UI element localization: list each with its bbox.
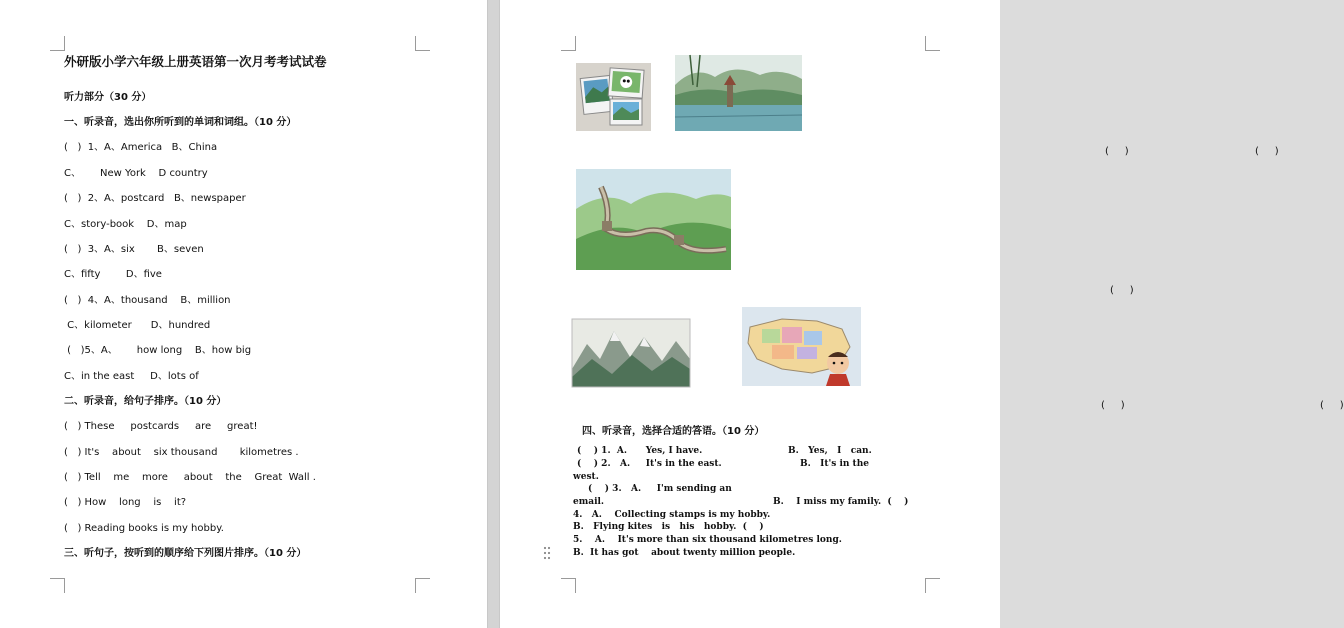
question-line: ( ) 1、A、America B、China <box>64 142 218 153</box>
great-wall-picture <box>576 169 731 270</box>
question-line: C、fifty D、five <box>64 269 162 280</box>
answer-blank[interactable]: ( ) <box>1110 285 1134 296</box>
corner-mark <box>415 36 430 51</box>
choice-line: 4. A. Collecting stamps is my hobby. <box>573 510 771 520</box>
question-line: C、kilometer D、hundred <box>64 320 211 331</box>
corner-mark <box>415 578 430 593</box>
question-line: ( )5、A、 how long B、how big <box>64 345 252 356</box>
question-line: C、in the east D、lots of <box>64 371 199 382</box>
choice-line: west. <box>573 472 599 482</box>
corner-mark <box>50 36 65 51</box>
question-line: C、 New York D country <box>64 168 208 179</box>
choice-line: email. <box>573 497 605 507</box>
drag-handle-icon[interactable] <box>543 545 551 559</box>
choice-line: ( ) 2. A. It's in the east. <box>577 459 722 469</box>
exam-title: 外研版小学六年级上册英语第一次月考考试试卷 <box>64 54 327 69</box>
answer-blank[interactable]: ( ) <box>1105 146 1129 157</box>
answer-blank[interactable]: ( ) <box>1320 400 1344 411</box>
choice-line: ( ) 3. A. I'm sending an <box>588 484 732 494</box>
sentence-line: ( ) These postcards are great! <box>64 421 258 432</box>
sentence-line: ( ) Reading books is my hobby. <box>64 523 224 534</box>
left-page <box>0 0 487 628</box>
question-line: C、story-book D、map <box>64 219 187 230</box>
corner-mark <box>561 36 576 51</box>
choice-line: ( ) 1. A. Yes, I have. <box>577 446 703 456</box>
sentence-line: ( ) It's about six thousand kilometres . <box>64 447 299 458</box>
section-1-heading: 一、听录音，选出你所听到的单词和词组。（10 分） <box>64 117 297 128</box>
question-line: ( ) 3、A、six B、seven <box>64 244 204 255</box>
choice-line: 5. A. It's more than six thousand kilometres long. <box>573 535 842 545</box>
west-lake-picture <box>675 55 802 131</box>
map-picture <box>742 307 861 386</box>
corner-mark <box>50 578 65 593</box>
choice-line: B. It has got about twenty million people. <box>573 548 796 558</box>
question-line: ( ) 2、A、postcard B、newspaper <box>64 193 246 204</box>
choice-line: B. Yes, I can. <box>788 446 872 456</box>
section-3-heading: 三、听句子，按听到的顺序给下列图片排序。（10 分） <box>64 548 307 559</box>
mountains-picture <box>572 319 690 387</box>
choice-line: B. It's in the <box>800 459 869 469</box>
page-gutter <box>487 0 500 628</box>
section-2-heading: 二、听录音，给句子排序。（10 分） <box>64 396 227 407</box>
postcards-picture <box>576 63 651 131</box>
choice-line: B. I miss my family. ( ) <box>773 497 909 507</box>
corner-mark <box>925 36 940 51</box>
corner-mark <box>925 578 940 593</box>
answer-blank[interactable]: ( ) <box>1101 400 1125 411</box>
choice-line: B. Flying kites is his hobby. ( ) <box>573 522 764 532</box>
sentence-line: ( ) How long is it? <box>64 497 187 508</box>
section-heading: 听力部分（30 分） <box>64 92 152 103</box>
section-4-heading: 四、听录音，选择合适的答语。（10 分） <box>582 426 765 437</box>
question-line: ( ) 4、A、thousand B、million <box>64 295 231 306</box>
corner-mark <box>561 578 576 593</box>
answer-blank[interactable]: ( ) <box>1255 146 1279 157</box>
sentence-line: ( ) Tell me more about the Great Wall . <box>64 472 316 483</box>
